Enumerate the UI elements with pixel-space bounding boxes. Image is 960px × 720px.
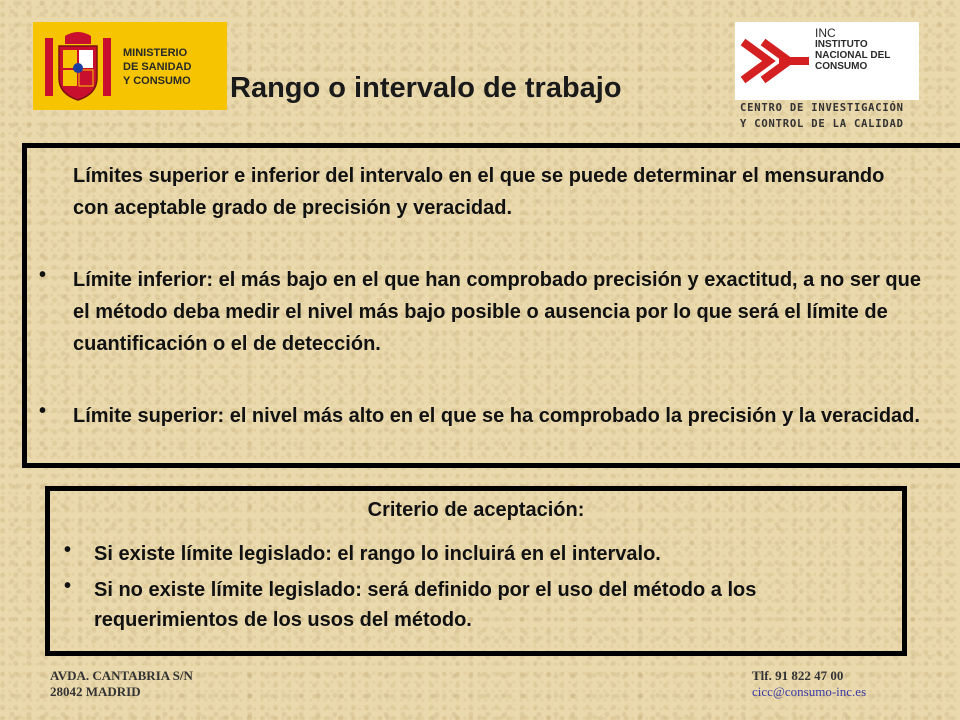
- definition-bullet-upper: Límite superior: el nivel más alto en el que se ha comprobado la precisión y la veracidad.: [73, 405, 920, 427]
- inc-name: [815, 28, 890, 72]
- criteria-title: Criterio de aceptación:: [367, 499, 585, 521]
- ministry-name: [123, 46, 191, 88]
- ministry-logo: [33, 22, 227, 110]
- criteria-bullet-not-legislated: Si no existe límite legislado: será definido por el uso del método a los requerimientos de los usos del método.: [94, 579, 757, 631]
- inc-emblem-icon: [739, 32, 811, 90]
- address-line: AVDA. CANTABRIA S/N: [50, 668, 193, 683]
- inc-logo: [735, 22, 919, 100]
- ministry-line: MINISTERIO: [123, 47, 188, 59]
- address-line: 28042 MADRID: [50, 684, 141, 699]
- centro-line: CENTRO DE INVESTIGACIÓN: [740, 102, 904, 114]
- email-link[interactable]: cicc@consumo-inc.es: [752, 684, 867, 699]
- definition-bullet-lower: Límite inferior: el más bajo en el que han comprobado precisión y exactitud, a no ser que el método deba medir el nivel más bajo posible o ausencia por lo que será el límite de cuantificación o el de detección.: [73, 269, 921, 355]
- definition-intro: Límites superior e inferior del intervalo en el que se puede determinar el mensurando con aceptable grado de precisión y veracidad.: [73, 165, 885, 219]
- phone-number: Tlf. 91 822 47 00: [752, 668, 844, 683]
- criteria-box: [45, 486, 907, 656]
- inc-line: NACIONAL DEL: [815, 50, 891, 61]
- criteria-bullet-legislated: Si existe límite legislado: el rango lo incluirá en el intervalo.: [94, 543, 661, 565]
- page-title: Rango o intervalo de trabajo: [230, 72, 622, 104]
- ministry-line: DE SANIDAD: [123, 61, 192, 73]
- inc-abbrev: INC: [815, 26, 836, 40]
- inc-line: INSTITUTO: [815, 39, 868, 50]
- bullet-marker: •: [39, 400, 47, 422]
- centro-label: [740, 100, 904, 132]
- footer-contact: [752, 668, 866, 700]
- footer-address: [50, 668, 193, 700]
- inc-line: CONSUMO: [815, 61, 868, 72]
- ministry-line: Y CONSUMO: [123, 75, 191, 87]
- coat-of-arms-icon: [41, 28, 115, 106]
- bullet-marker: •: [64, 539, 72, 561]
- bullet-marker: •: [64, 575, 72, 597]
- definition-box: [22, 143, 960, 468]
- centro-line: Y CONTROL DE LA CALIDAD: [740, 118, 904, 130]
- bullet-marker: •: [39, 264, 47, 286]
